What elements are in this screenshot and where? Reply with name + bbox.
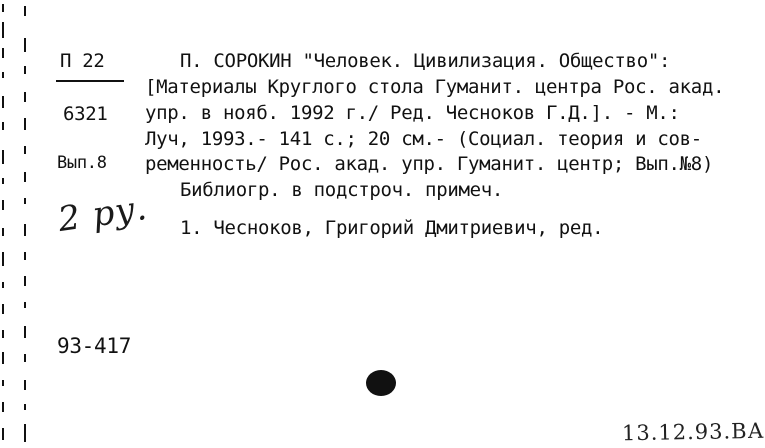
shelfmark: П 22 (60, 50, 105, 72)
entry-line-2: [Материалы Круглого стола Гуманит. центра Рос. акад. (145, 76, 725, 98)
entry-line-1: П. СОРОКИН "Человек. Цивилизация. Общество": (180, 50, 671, 72)
shelfmark-rule (56, 80, 124, 82)
accession-number: 93-417 (57, 334, 132, 358)
date-stamp: 13.12.93.ВА (621, 418, 765, 446)
entry-line-5: ременность/ Рос. акад. упр. Гуманит. центр; Вып.№8) (145, 153, 714, 175)
handwritten-note: 2 ру. (55, 187, 151, 241)
entry-line-3: упр. в нояб. 1992 г./ Ред. Чесноков Г.Д.]. - М.: (145, 102, 680, 124)
punch-hole (366, 370, 396, 396)
inventory-number: 6321 (63, 103, 108, 125)
tracing-entry: 1. Чесноков, Григорий Дмитриевич, ред. (180, 217, 604, 239)
entry-line-6: Библиогр. в подстроч. примеч. (180, 179, 504, 201)
card-edge-marks (0, 0, 40, 448)
entry-line-4: Луч, 1993.- 141 с.; 20 см.- (Социал. теория и сов- (145, 128, 702, 150)
issue-label: Вып.8 (57, 153, 107, 173)
